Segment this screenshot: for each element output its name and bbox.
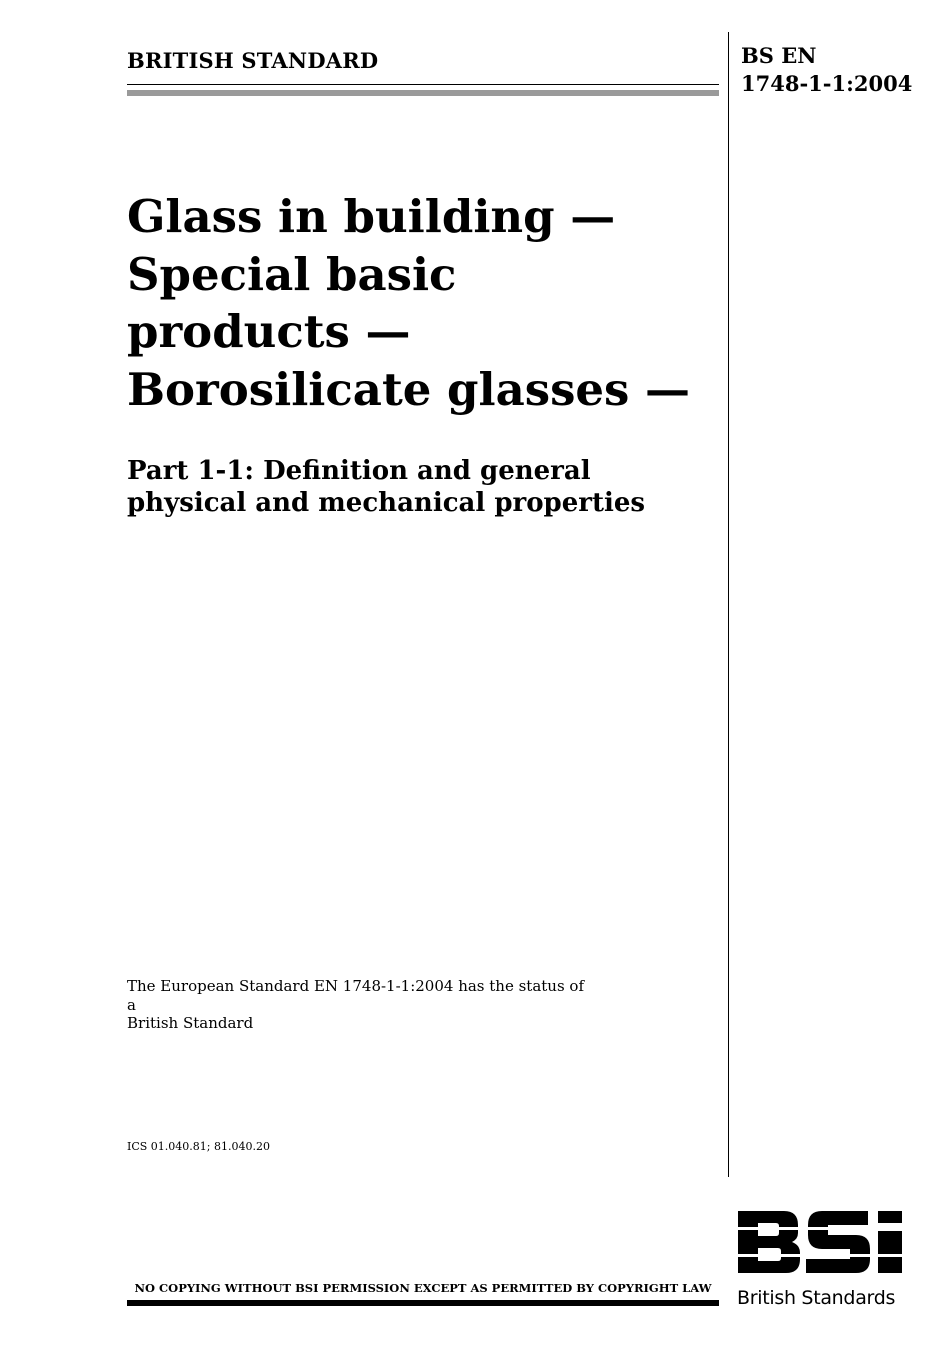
title-line: Borosilicate glasses — xyxy=(127,362,691,416)
vertical-divider xyxy=(728,32,729,1177)
bsi-logo-slit xyxy=(736,1254,906,1257)
subtitle-line: physical and mechanical properties xyxy=(127,488,646,518)
header-thick-rule xyxy=(127,90,719,96)
copyright-notice: NO COPYING WITHOUT BSI PERMISSION EXCEPT AS PERMITTED BY COPYRIGHT LAW xyxy=(134,1281,712,1295)
document-number-line: BS EN xyxy=(741,43,817,68)
footer-rule xyxy=(127,1300,719,1306)
header-thin-rule xyxy=(127,84,719,85)
status-line: The European Standard EN 1748-1-1:2004 has the status of a xyxy=(127,977,585,1014)
title-line: Special basic xyxy=(127,247,457,301)
status-statement xyxy=(127,977,597,1033)
bsi-logo-letter-b xyxy=(738,1211,800,1273)
status-line: British Standard xyxy=(127,1014,254,1032)
document-title xyxy=(127,188,717,418)
document-subtitle xyxy=(127,455,717,519)
title-line: Glass in building — xyxy=(127,190,616,243)
subtitle-line: Part 1-1: Definition and general xyxy=(127,456,591,486)
title-line: products — xyxy=(127,305,411,358)
bsi-logo-letter-s xyxy=(806,1211,870,1273)
document-number xyxy=(741,42,912,98)
bsi-logo-letter-i-dot xyxy=(878,1211,902,1223)
header-label: BRITISH STANDARD xyxy=(127,48,379,73)
ics-code: ICS 01.040.81; 81.040.20 xyxy=(127,1140,270,1153)
bsi-logo-slit xyxy=(736,1227,906,1230)
document-number-line: 1748-1-1:2004 xyxy=(741,71,913,96)
bsi-logo-text: British Standards xyxy=(737,1287,896,1309)
bsi-logo-letter-i-stem xyxy=(878,1231,902,1273)
